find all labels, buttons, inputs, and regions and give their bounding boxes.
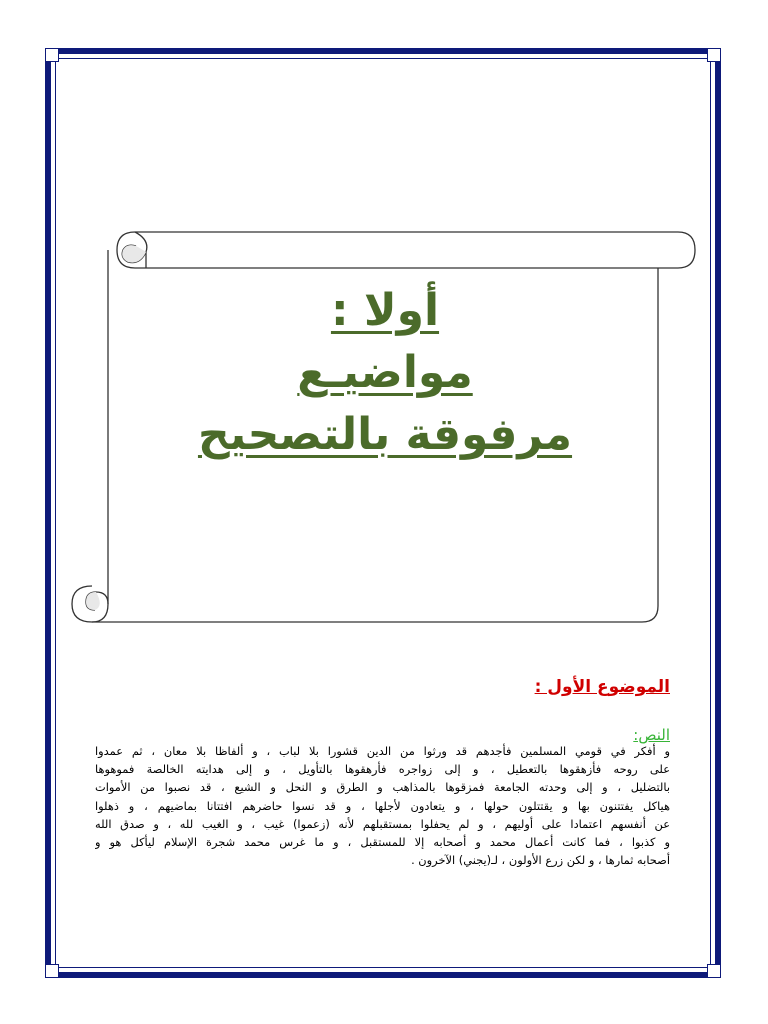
body-line: هياكل يفتتنون بها و يقتتلون حولها ، و يتعادون لأجلها ، و قد نسوا حاضرهم افتتانا بماضيهم ، و ذهلوا [95, 798, 670, 813]
title-line-2: مواضيـع [297, 347, 473, 398]
section-heading: الموضوع الأول : [534, 677, 670, 697]
title-line-3: مرفوقة بالتصحيح [197, 409, 573, 460]
body-line: أصحابه ثمارها ، و لكن زرع الأولون ، لـ(يجني) الآخرون . [411, 853, 670, 868]
border-corner-bottom-left [45, 964, 59, 978]
border-corner-top-right [707, 48, 721, 62]
body-line: بالتضليل ، و إلى وحدته الجامعة فمزقوها بالمذاهب و الطرق و النحل و الشيع ، قد نصبوا من الأموات [95, 780, 670, 795]
body-line: على روحه فأزهقوها بالتعطيل ، و إلى زواجره فأرهقوها بالتأويل ، و إلى هدايته الخالصة فموهوها [95, 762, 670, 777]
border-corner-bottom-right [707, 964, 721, 978]
body-paragraph [95, 742, 670, 869]
text-label: النص: [633, 726, 670, 744]
body-line: و أفكر في قومي المسلمين فأجدهم قد ورثوا من الدين قشورا بلا لباب ، و ألفاظا بلا معان ، ثم عمدوا [95, 744, 670, 758]
body-line: عن أنفسهم اعتمادا على أوليهم ، و لم يحفلوا بمستقبلهم لأنه (زعموا) غيب ، و الغيب لله ، و صدق الله [95, 816, 670, 831]
border-corner-top-left [45, 48, 59, 62]
title-line-1: أولا : [330, 285, 440, 336]
body-line: و كذبوا ، فما كانت أعمال محمد و أصحابه إلا للمستقبل ، و ما غرس محمد شجرة الإسلام ليأكل هو و [95, 835, 670, 850]
chapter-title [150, 280, 620, 466]
